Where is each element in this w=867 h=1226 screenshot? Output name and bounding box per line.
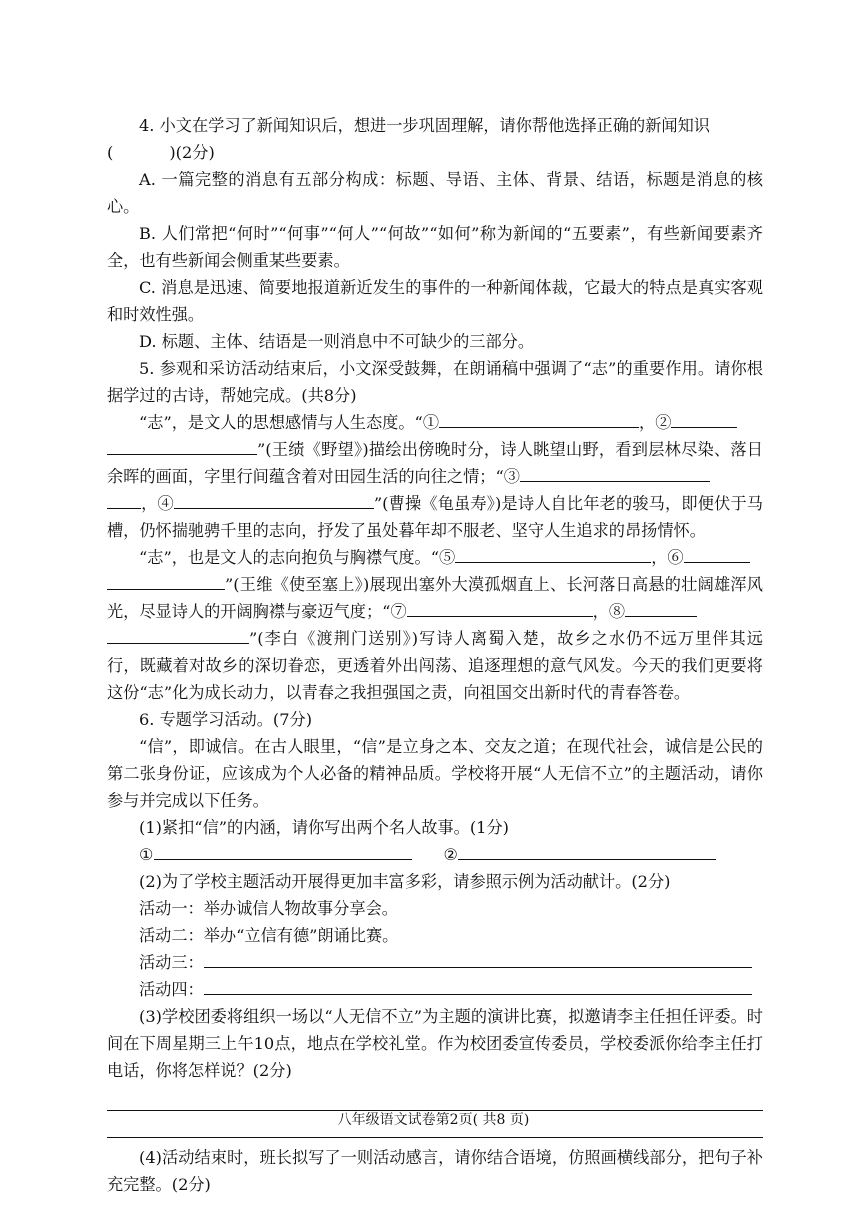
q6-task-2: (2)为了学校主题活动开展得更加丰富多彩，请参照示例为活动献计。(2分)	[139, 872, 671, 891]
q6-t1-marker-2: ②	[443, 845, 459, 864]
q4-paren-close: )(2分)	[169, 143, 215, 162]
q6-t1-blank-1[interactable]	[154, 841, 412, 860]
q5-blank-3a[interactable]	[520, 463, 710, 482]
q6-activity-4-blank[interactable]	[204, 976, 752, 995]
q4-option-c: C. 消息是迅速、简要地报道新近发生的事件的一种新闻体裁，它最大的特点是真实客观和时效性强。	[107, 278, 763, 324]
q5-p1-text-d: ，④	[141, 494, 174, 513]
q6-task-1-answers	[107, 841, 763, 868]
q6-activity-3-label: 活动三：	[139, 953, 204, 972]
q5-blank-4[interactable]	[174, 490, 374, 509]
q5-p1-text-b: ，②	[639, 413, 672, 432]
q4-option-b: B. 人们常把“何时”“何事”“何人”“何故”“如何”称为新闻的“五要素”，有些新闻要素齐全，也有些新闻会侧重某些要素。	[107, 224, 763, 270]
q6-activity-4-label: 活动四：	[139, 980, 204, 999]
q5-blank-5[interactable]	[455, 544, 651, 563]
q5-p1-text-a: “志”，是文人的思想感情与人生态度。“①	[139, 413, 440, 432]
q5-blank-2a[interactable]	[671, 409, 737, 428]
q6-intro: “信”，即诚信。在古人眼里，“信”是立身之本、交友之道；在现代社会，诚信是公民的第二张身份证，应该成为个人必备的精神品质。学校将开展“人无信不立”的主题活动，请你参与并完成以下任务。	[107, 737, 763, 810]
q5-p2-text-c: ”(王维《使至塞上》)展现出塞外大漠孤烟直上、长河落日高悬的壮阔雄浑风光，尽显诗人的开阔胸襟与豪迈气度；“⑦	[107, 575, 763, 621]
q4-option-d: D. 标题、主体、结语是一则消息中不可缺少的三部分。	[139, 332, 535, 351]
q5-p2-text-a: “志”，也是文人的志向抱负与胸襟气度。“⑤	[139, 548, 456, 567]
q6-task-1: (1)紧扣“信”的内涵，请你写出两个名人故事。(1分)	[139, 818, 509, 837]
q5-p1-text-e: ”(曹操《龟虽寿》)是诗人自比年老的骏马，即便伏于马槽，仍怀揣驰骋千里的志向，抒发了虽处暮年却不服老、坚守人生追求的昂扬情怀。	[107, 494, 763, 540]
q6-activity-4	[107, 976, 763, 1003]
q5-blank-6a[interactable]	[684, 544, 750, 563]
q6-t1-blank-2[interactable]	[458, 841, 716, 860]
q4-answer-line	[107, 139, 763, 166]
q5-p2-text-b: ，⑥	[651, 548, 684, 567]
q5-p2-text-d: ，⑧	[592, 602, 626, 621]
q5-blank-1[interactable]	[439, 409, 639, 428]
q6-activity-2: 活动二：举办“立信有德”朗诵比赛。	[139, 926, 399, 945]
q5-blank-6b[interactable]	[107, 571, 225, 590]
q5-stem: 5. 参观和采访活动结束后，小文深受鼓舞，在朗诵稿中强调了“志”的重要作用。请你根据学过的古诗，帮她完成。(共8分)	[107, 359, 763, 405]
q6-activity-3-blank[interactable]	[204, 949, 752, 968]
q6-activity-3	[107, 949, 763, 976]
q4-paren-open: (	[107, 143, 114, 162]
q5-p2-text-e: ”(李白《渡荆门送别》)写诗人离蜀入楚，故乡之水仍不远万里伴其远行，既藏着对故乡的深切眷恋，更透着外出闯荡、追逐理想的意气风发。今天的我们更要将这份“志”化为成长动力，以青春之我担强国之责，向祖国交出新时代的青春答卷。	[107, 629, 763, 702]
q6-activity-1: 活动一：举办诚信人物故事分享会。	[139, 899, 398, 918]
q4-option-a: A. 一篇完整的消息有五部分构成：标题、导语、主体、背景、结语，标题是消息的核心。	[107, 170, 763, 216]
q6-stem: 6. 专题学习活动。(7分)	[139, 710, 313, 729]
q5-blank-7[interactable]	[407, 598, 593, 617]
exam-content	[107, 112, 763, 1198]
q5-blank-8a[interactable]	[625, 598, 697, 617]
q5-para-1	[107, 409, 763, 544]
q5-blank-8b[interactable]	[107, 625, 249, 644]
q6-task-3: (3)学校团委将组织一场以“人无信不立”为主题的演讲比赛，拟邀请李主任担任评委。时间在下周星期三上午10点，地点在学校礼堂。作为校团委宣传委员，学校委派你给李主任打电话，你将怎样说？(2分)	[107, 1007, 763, 1080]
q5-blank-2b[interactable]	[107, 436, 257, 455]
q5-para-2	[107, 544, 763, 706]
q6-t3-answer-line-1[interactable]	[107, 1090, 763, 1111]
page-footer: 八年级语文试卷第2页( 共8 页)	[337, 1112, 530, 1128]
q4-stem: 4. 小文在学习了新闻知识后，想进一步巩固理解，请你帮他选择正确的新闻知识	[139, 116, 710, 135]
q6-task-4: (4)活动结束时，班长拟写了一则活动感言，请你结合语境，仿照画横线部分，把句子补充完整。(2分)	[107, 1148, 763, 1194]
q6-t1-marker-1: ①	[139, 845, 154, 864]
q5-blank-3b[interactable]	[107, 490, 141, 509]
q5-p1-text-c: ”(王绩《野望》)描绘出傍晚时分，诗人眺望山野，看到层林尽染、落日余晖的画面，字里行间蕴含着对田园生活的向往之情；“③	[107, 440, 763, 486]
